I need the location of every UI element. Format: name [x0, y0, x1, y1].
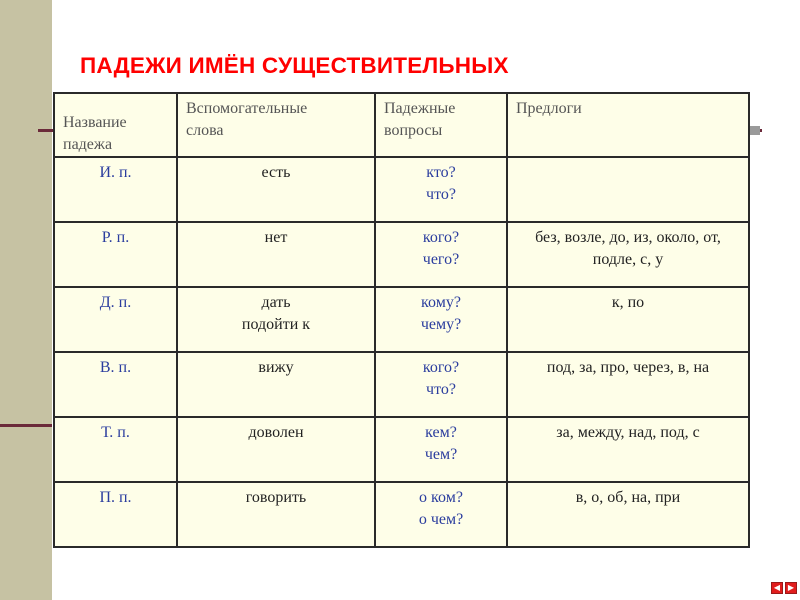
case-question: чему?	[420, 316, 462, 333]
arrow-right-icon[interactable]: ▶	[785, 582, 797, 594]
header-case-questions: Падежные вопросы	[375, 93, 507, 157]
prepositions-cell: к, по	[507, 287, 749, 352]
header-case-name: Название падежа	[54, 93, 177, 157]
case-question: что?	[426, 381, 456, 398]
header-row	[54, 93, 749, 157]
case-name-cell: Р. п.	[54, 222, 177, 287]
case-question: кому?	[421, 294, 461, 311]
case-question: что?	[426, 186, 456, 203]
prepositions-cell	[507, 157, 749, 222]
case-question: кто?	[426, 164, 456, 181]
helper-word: подойти к	[241, 316, 311, 333]
helper-words-cell	[177, 352, 375, 417]
case-name-cell: И. п.	[54, 157, 177, 222]
table-row	[54, 352, 749, 417]
left-decorative-band	[0, 0, 52, 600]
table-row	[54, 417, 749, 482]
prepositions-cell: в, о, об, на, при	[507, 482, 749, 547]
table-row	[54, 157, 749, 222]
case-question: о чем?	[418, 511, 464, 528]
case-question: о ком?	[419, 489, 463, 506]
slide-title: ПАДЕЖИ ИМЁН СУЩЕСТВИТЕЛЬНЫХ	[80, 53, 509, 78]
case-name-cell: Т. п.	[54, 417, 177, 482]
helper-words-cell	[177, 482, 375, 547]
case-questions-cell	[375, 352, 507, 417]
case-name-cell: Д. п.	[54, 287, 177, 352]
case-question: кем?	[425, 424, 457, 441]
case-questions-cell	[375, 287, 507, 352]
helper-words-cell	[177, 287, 375, 352]
header-prepositions: Предлоги	[507, 93, 749, 157]
prepositions-cell: за, между, над, под, с	[507, 417, 749, 482]
helper-word: вижу	[258, 359, 294, 376]
header-helper-words: Вспомогательные слова	[177, 93, 375, 157]
helper-words-cell	[177, 417, 375, 482]
case-questions-cell	[375, 482, 507, 547]
case-question: чем?	[424, 446, 458, 463]
case-name-cell: В. п.	[54, 352, 177, 417]
helper-words-cell	[177, 157, 375, 222]
table-row	[54, 222, 749, 287]
cases-table	[53, 92, 750, 548]
case-question: чего?	[422, 251, 460, 268]
table-row	[54, 482, 749, 547]
arrow-left-icon[interactable]: ◀	[771, 582, 783, 594]
left-accent-line	[0, 424, 52, 427]
prepositions-cell: без, возле, до, из, около, от, подле, с, у	[507, 222, 749, 287]
table-row	[54, 287, 749, 352]
case-name-cell: П. п.	[54, 482, 177, 547]
case-questions-cell	[375, 222, 507, 287]
case-question: кого?	[422, 359, 460, 376]
helper-word: есть	[261, 164, 291, 181]
helper-word: говорить	[245, 489, 307, 506]
helper-word: нет	[264, 229, 288, 246]
case-questions-cell	[375, 157, 507, 222]
helper-words-cell	[177, 222, 375, 287]
case-question: кого?	[422, 229, 460, 246]
helper-word: доволен	[248, 424, 304, 441]
case-questions-cell	[375, 417, 507, 482]
helper-word: дать	[261, 294, 291, 311]
prepositions-cell: под, за, про, через, в, на	[507, 352, 749, 417]
